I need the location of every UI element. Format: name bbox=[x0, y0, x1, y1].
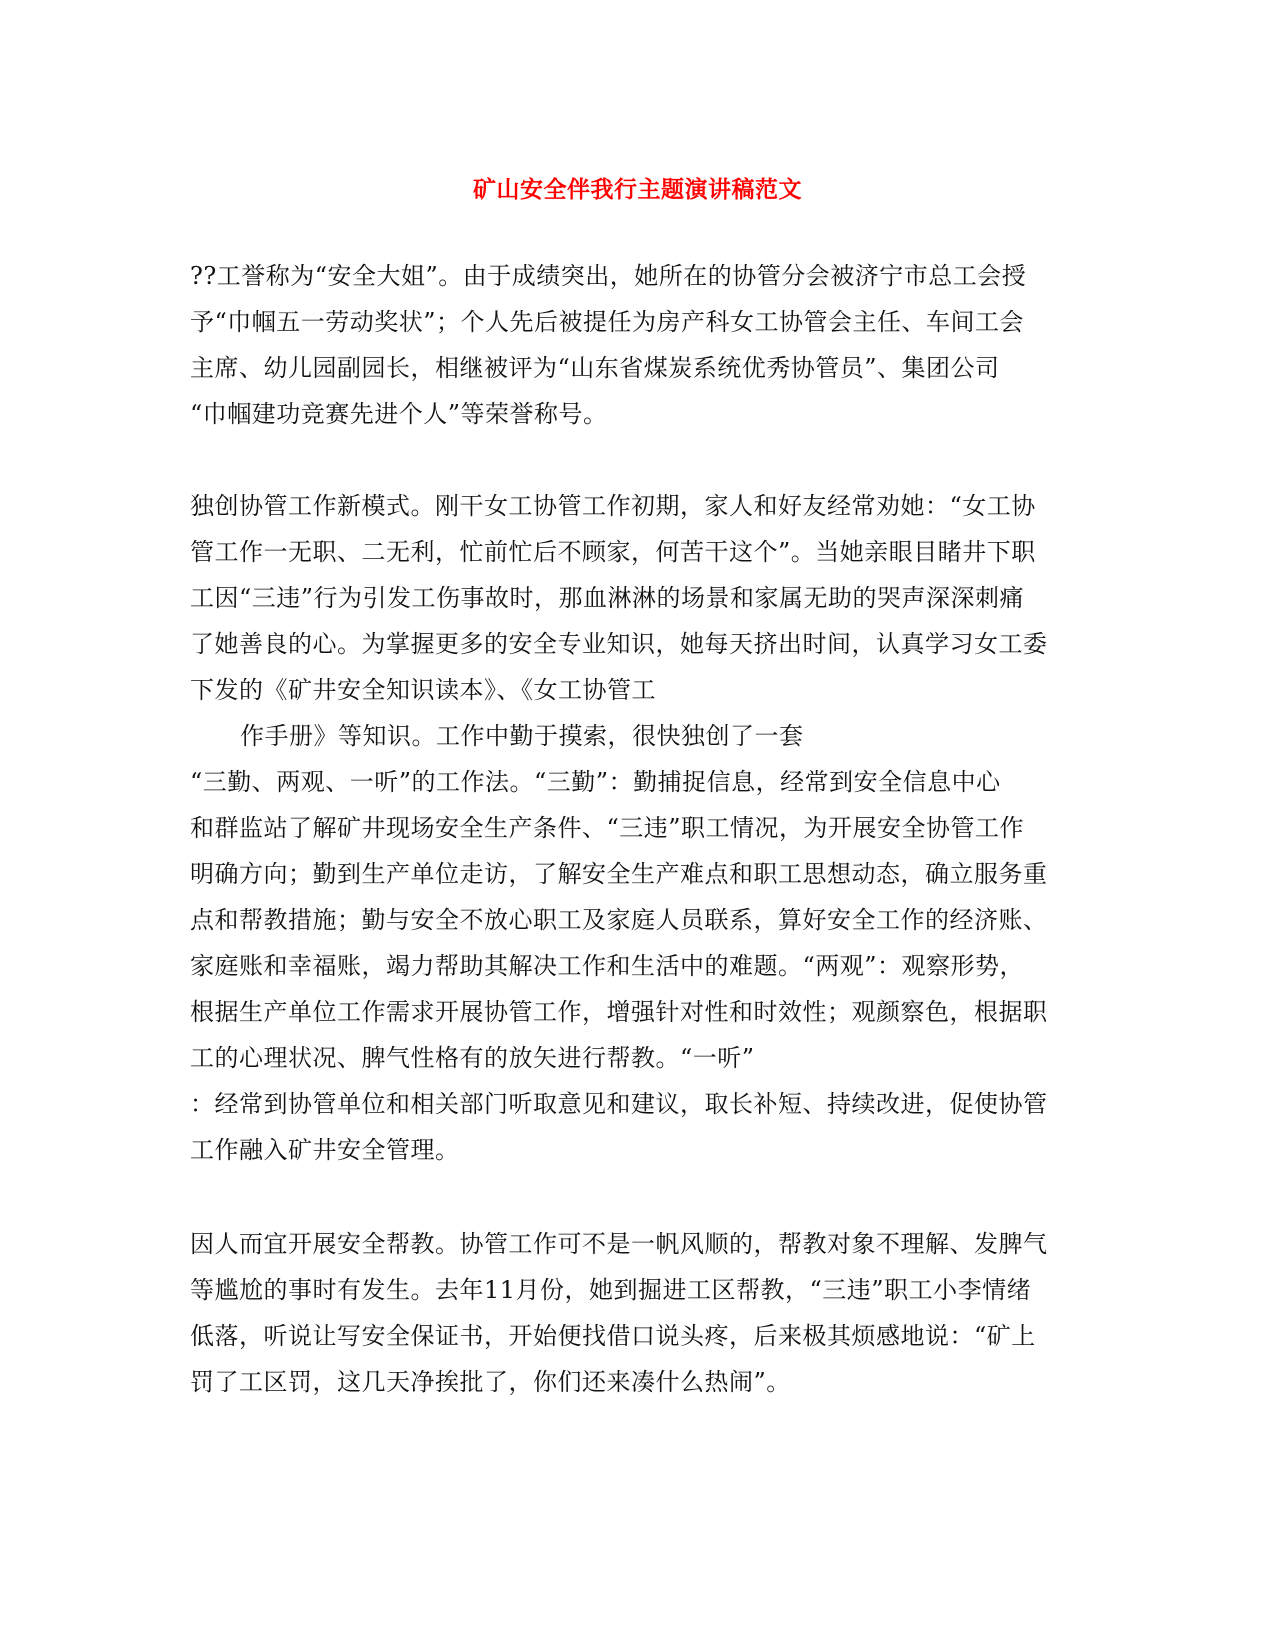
text-line: 下发的《矿井安全知识读本》、《女工协管工 bbox=[190, 676, 656, 704]
text-line: 根据生产单位工作需求开展协管工作，增强针对性和时效性；观颜察色，根据职 bbox=[190, 998, 1048, 1026]
text-line: 主席、幼儿园副园长，相继被评为“山东省煤炭系统优秀协管员”、集团公司 bbox=[190, 354, 1000, 382]
text-line: 和群监站了解矿井现场安全生产条件、“三违”职工情况，为开展安全协管工作 bbox=[190, 814, 1025, 842]
text-line: 工作融入矿井安全管理。 bbox=[190, 1136, 460, 1164]
text-line: 予“巾帼五一劳动奖状”；个人先后被提任为房产科女工协管会主任、车间工会 bbox=[190, 308, 1025, 336]
text-line: 管工作一无职、二无利，忙前忙后不顾家，何苦干这个”。当她亲眼目睹井下职 bbox=[190, 538, 1036, 566]
text-line: 工的心理状况、脾气性格有的放矢进行帮教。“一听” bbox=[190, 1044, 755, 1072]
text-line: “巾帼建功竞赛先进个人”等荣誉称号。 bbox=[190, 400, 608, 428]
text-line: 家庭账和幸福账，竭力帮助其解决工作和生活中的难题。“两观”：观察形势， bbox=[190, 952, 1025, 980]
text-line: 低落，听说让写安全保证书，开始便找借口说头疼，后来极其烦感地说：“矿上 bbox=[190, 1322, 1036, 1350]
text-line: 独创协管工作新模式。刚干女工协管工作初期，家人和好友经常劝她：“女工协 bbox=[190, 492, 1036, 520]
text-line: 明确方向；勤到生产单位走访，了解安全生产难点和职工思想动态，确立服务重 bbox=[190, 860, 1048, 888]
document-title: 矿山安全伴我行主题演讲稿范文 bbox=[473, 176, 802, 203]
text-line: 等尴尬的事时有发生。去年11月份，她到掘进工区帮教，“三违”职工小李情绪 bbox=[190, 1276, 1032, 1304]
text-line: 作手册》等知识。工作中勤于摸索，很快独创了一套 bbox=[240, 722, 804, 750]
text-line: 点和帮教措施；勤与安全不放心职工及家庭人员联系，算好安全工作的经济账、 bbox=[190, 906, 1048, 934]
text-line: 因人而宜开展安全帮教。协管工作可不是一帆风顺的，帮教对象不理解、发脾气 bbox=[190, 1230, 1048, 1258]
text-line: 罚了工区罚，这几天净挨批了，你们还来凑什么热闹”。 bbox=[190, 1368, 791, 1396]
text-line: 了她善良的心。为掌握更多的安全专业知识，她每天挤出时间，认真学习女工委 bbox=[190, 630, 1048, 658]
text-line: 工因“三违”行为引发工伤事故时，那血淋淋的场景和家属无助的哭声深深刺痛 bbox=[190, 584, 1025, 612]
text-line: ??工誉称为“安全大姐”。由于成绩突出，她所在的协管分会被济宁市总工会授 bbox=[190, 262, 1027, 290]
text-line: “三勤、两观、一听”的工作法。“三勤”：勤捕捉信息，经常到安全信息中心 bbox=[190, 768, 1001, 796]
text-line: ：经常到协管单位和相关部门听取意见和建议，取长补短、持续改进，促使协管 bbox=[190, 1090, 1048, 1118]
